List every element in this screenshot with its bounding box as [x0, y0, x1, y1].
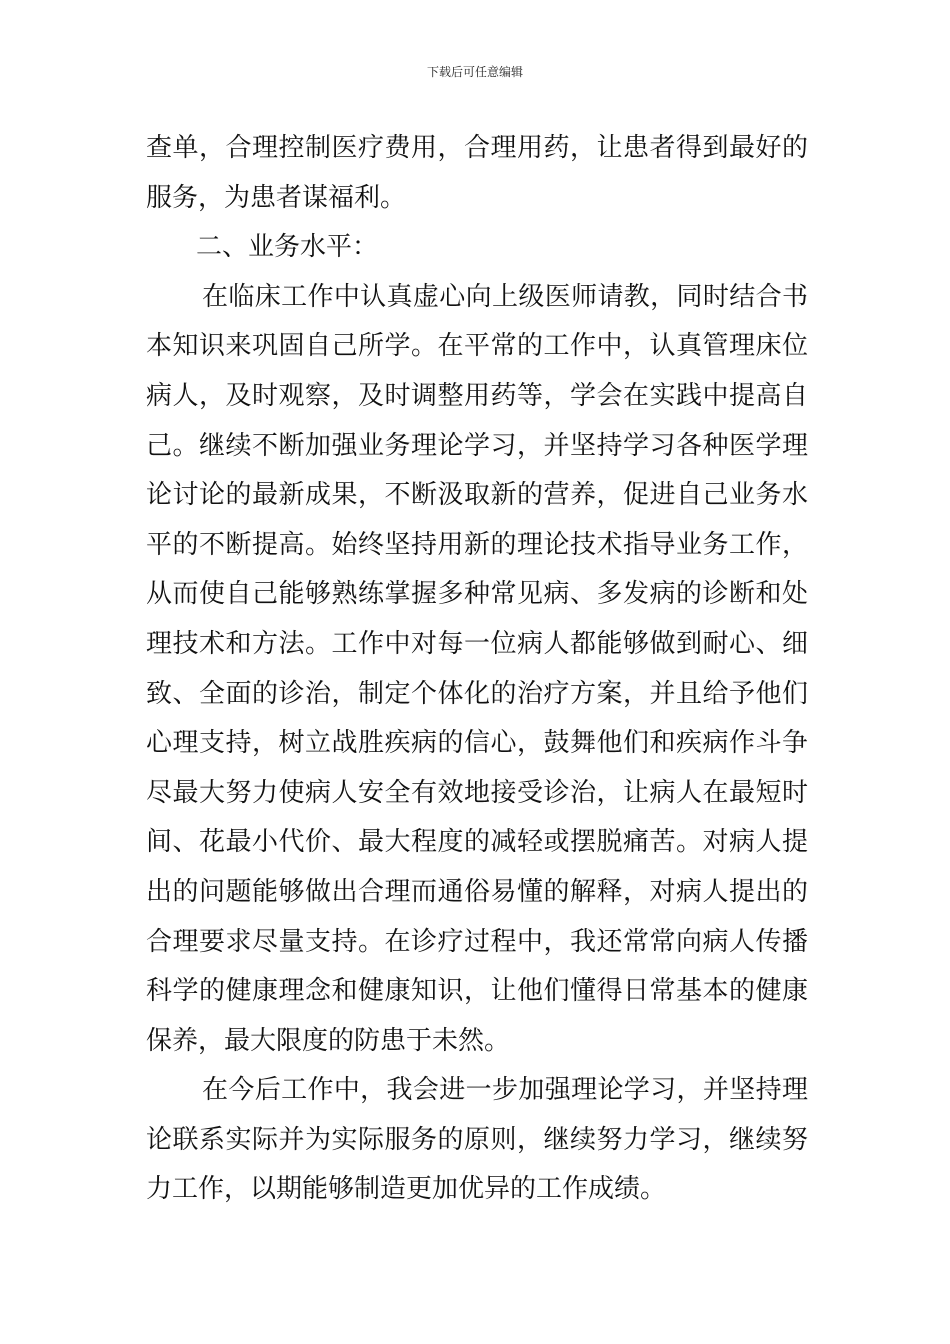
text-line: 服务，为患者谋福利。 [146, 182, 407, 213]
text-line: 从而使自己能够熟练掌握多种常见病、多发病的诊断和处 [146, 579, 808, 610]
text-line: 论联系实际并为实际服务的原则，继续努力学习，继续努 [146, 1124, 808, 1155]
text-line: 保养，最大限度的防患于未然。 [146, 1025, 511, 1056]
text-line: 在今后工作中，我会进一步加强理论学习，并坚持理 [202, 1075, 808, 1106]
text-line: 出的问题能够做出合理而通俗易懂的解释，对病人提出的 [146, 876, 808, 907]
text-line: 己。继续不断加强业务理论学习，并坚持学习各种医学理 [146, 430, 808, 461]
document-body [146, 124, 808, 1215]
text-line: 心理支持，树立战胜疾病的信心，鼓舞他们和疾病作斗争 [146, 728, 808, 759]
text-line: 平的不断提高。始终坚持用新的理论技术指导业务工作， [146, 529, 808, 560]
text-line: 力工作，以期能够制造更加优异的工作成绩。 [146, 1174, 667, 1205]
text-line: 间、花最小代价、最大程度的减轻或摆脱痛苦。对病人提 [146, 827, 808, 858]
text-line: 致、全面的诊治，制定个体化的治疗方案，并且给予他们 [146, 678, 808, 709]
text-line: 本知识来巩固自己所学。在平常的工作中，认真管理床位 [146, 331, 808, 362]
text-line: 病人，及时观察，及时调整用药等，学会在实践中提高自 [146, 380, 808, 411]
text-line: 在临床工作中认真虚心向上级医师请教，同时结合书 [202, 281, 808, 312]
text-line: 查单，合理控制医疗费用，合理用药，让患者得到最好的 [146, 133, 808, 163]
text-line: 理技术和方法。工作中对每一位病人都能够做到耐心、细 [146, 628, 808, 659]
text-line: 合理要求尽量支持。在诊疗过程中，我还常常向病人传播 [146, 926, 808, 957]
text-line: 论讨论的最新成果，不断汲取新的营养，促进自己业务水 [146, 480, 808, 511]
page-header-note: 下载后可任意编辑 [426, 65, 523, 79]
text-line: 尽最大努力使病人安全有效地接受诊治，让病人在最短时 [146, 777, 808, 808]
text-line: 科学的健康理念和健康知识，让他们懂得日常基本的健康 [146, 976, 808, 1007]
section-heading: 二、业务水平： [196, 232, 379, 263]
